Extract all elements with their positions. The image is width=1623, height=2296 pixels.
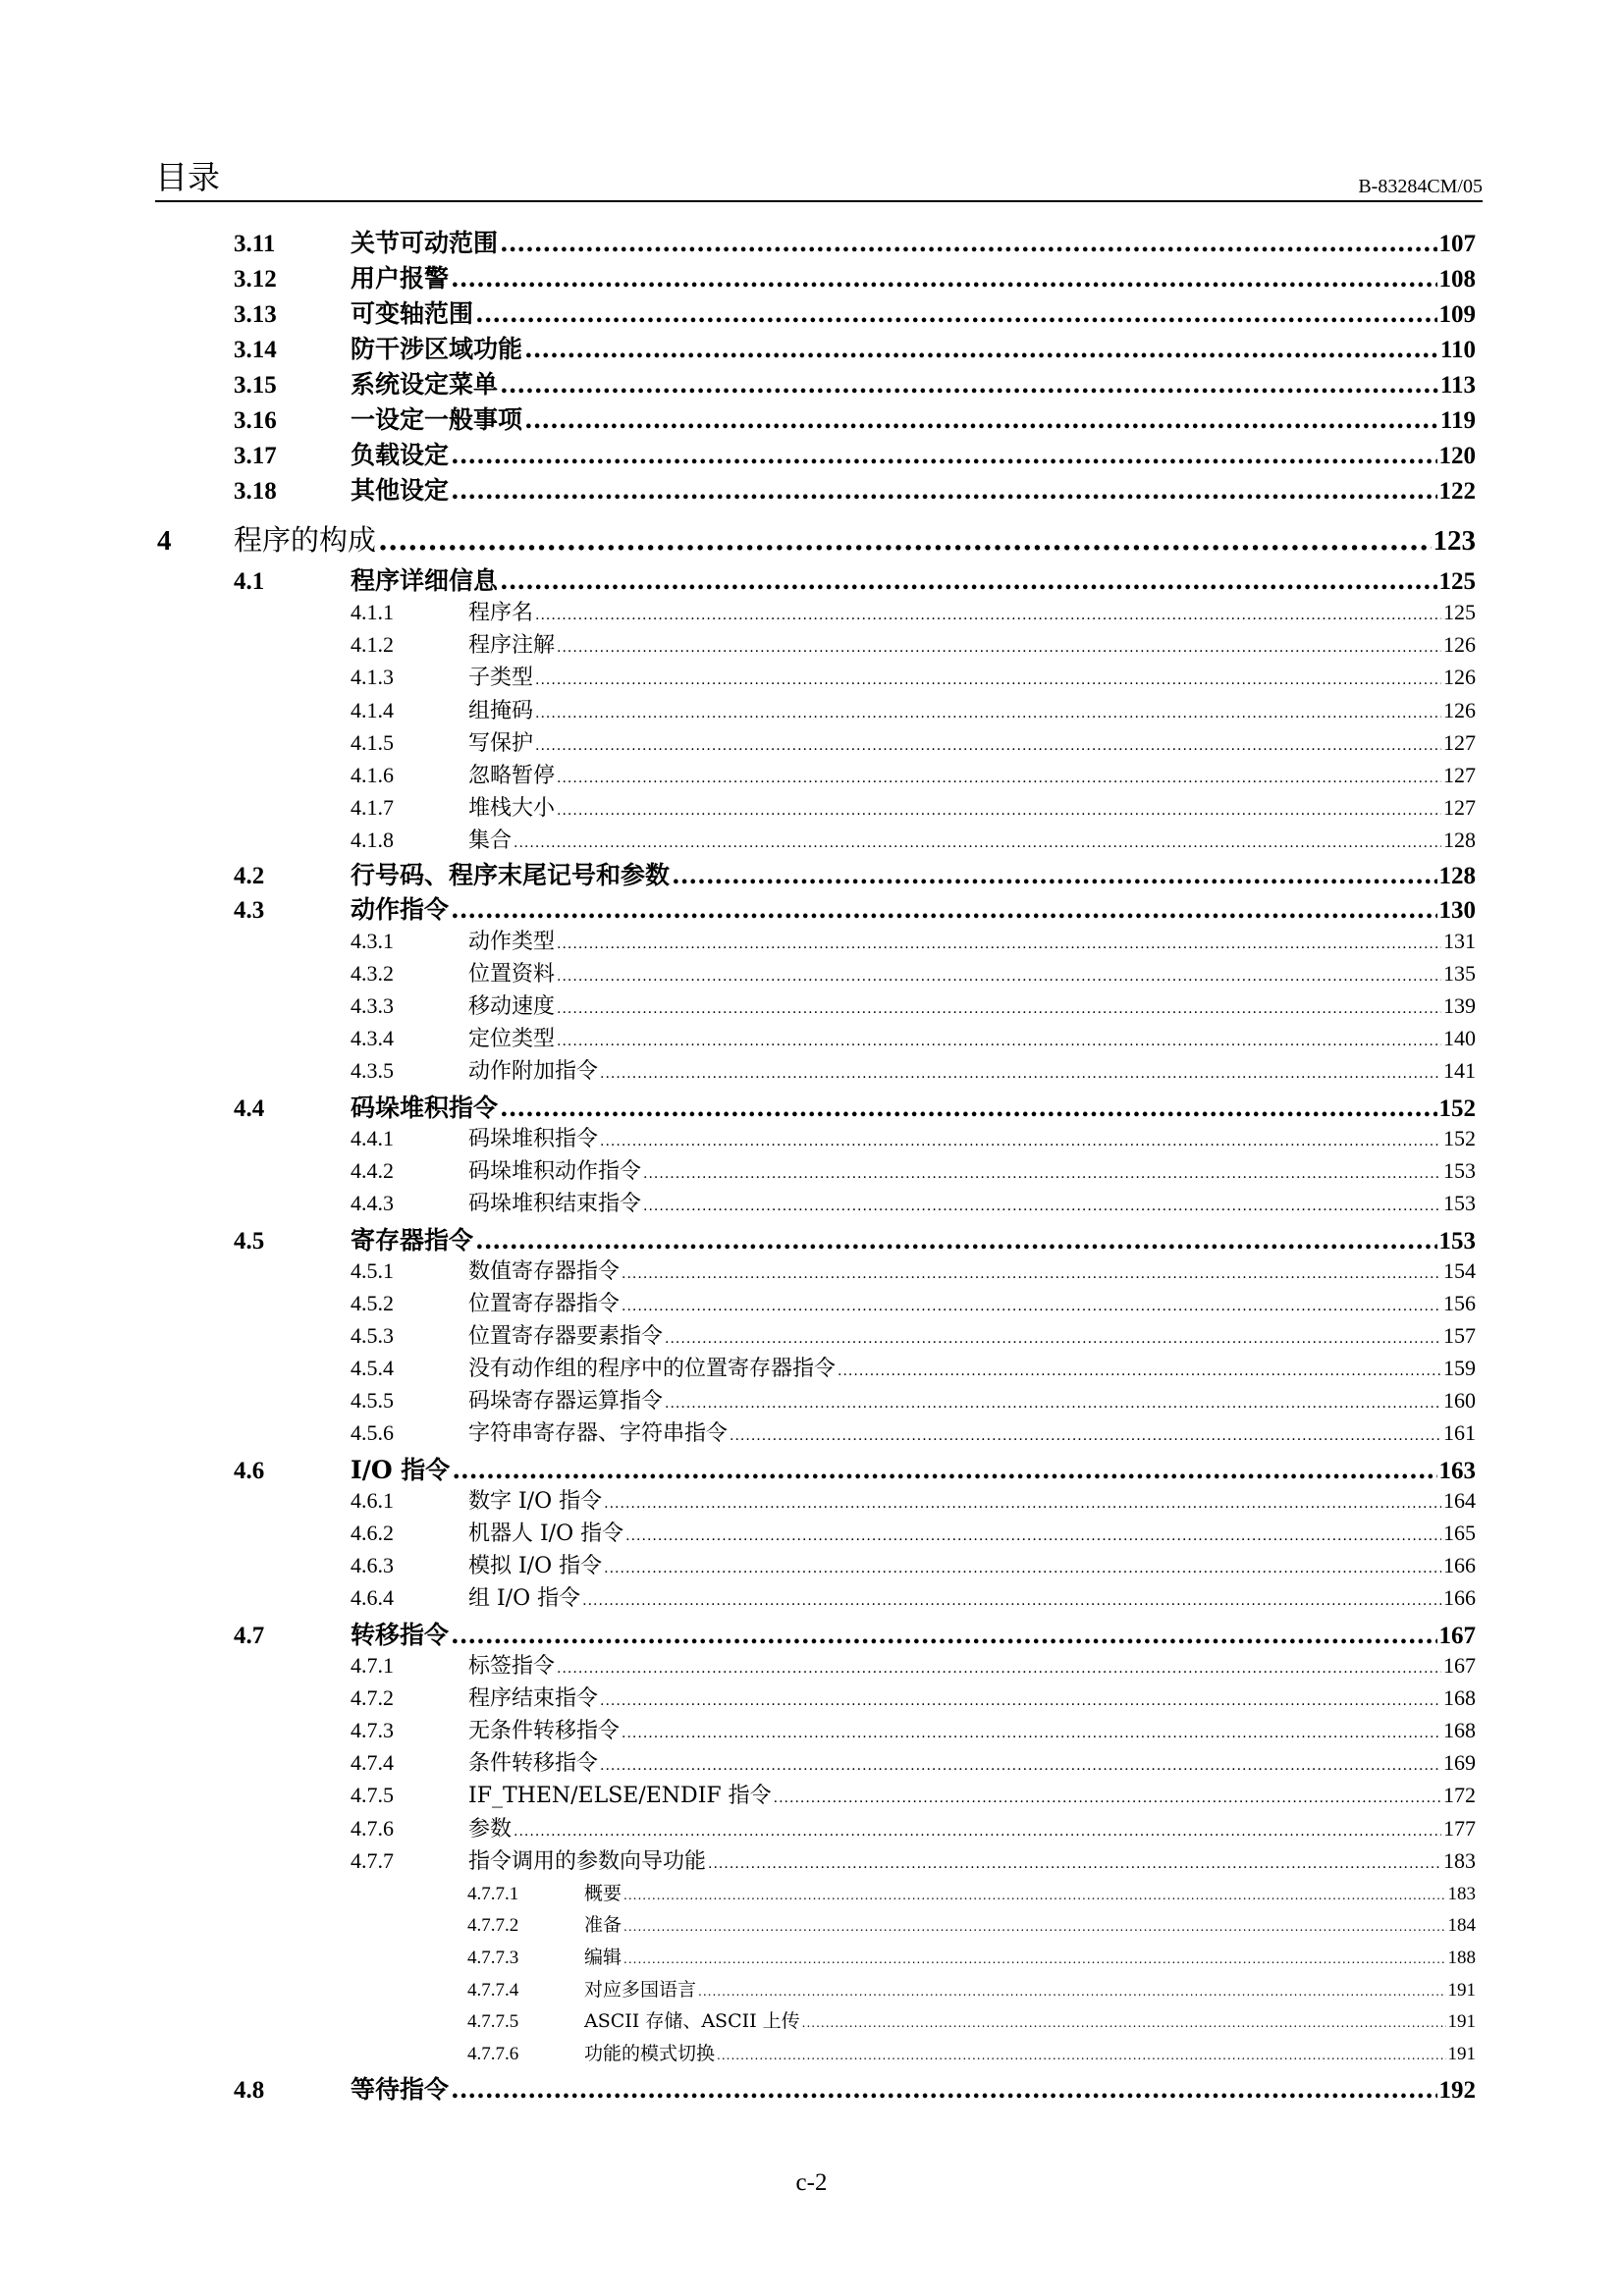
toc-entry-number: 4.1.5 <box>351 730 394 755</box>
toc-entry-page: 127 <box>1443 763 1476 787</box>
toc-dot-leader <box>717 2049 1445 2062</box>
toc-entry-section[interactable] <box>234 400 1476 436</box>
toc-entry-title: ASCII 存储、ASCII 上传 <box>584 2010 800 2032</box>
toc-entry-section[interactable] <box>234 1221 1476 1256</box>
toc-entry-page: 127 <box>1443 795 1476 820</box>
toc-dot-leader <box>665 1331 1441 1347</box>
toc-entry-title: 机器人 I/O 指令 <box>468 1522 624 1546</box>
toc-entry-number: 4.3.1 <box>351 929 394 953</box>
toc-dot-leader <box>524 405 1438 434</box>
toc-entry-page: 161 <box>1443 1420 1476 1445</box>
toc-entry-title: 无条件转移指令 <box>468 1719 621 1743</box>
toc-entry-title: 写保护 <box>468 731 534 756</box>
toc-entry-page: 153 <box>1443 1191 1476 1215</box>
toc-entry-sub[interactable] <box>351 1682 1476 1712</box>
toc-entry-sub[interactable] <box>351 1581 1476 1612</box>
toc-entry-number: 4.4.1 <box>351 1126 394 1150</box>
toc-dot-leader <box>500 370 1438 399</box>
toc-entry-title: 定位类型 <box>468 1027 556 1051</box>
toc-entry-number: 4.6.3 <box>351 1553 394 1577</box>
toc-entry-title: 移动速度 <box>468 994 556 1019</box>
toc-dot-leader <box>514 1824 1441 1840</box>
toc-entry-title: 准备 <box>584 1914 622 1936</box>
toc-entry-sub[interactable] <box>351 1122 1476 1152</box>
toc-entry-title: 组掩码 <box>468 699 534 723</box>
toc-dot-leader <box>557 640 1441 656</box>
toc-entry-number: 4.7.7.2 <box>467 1915 519 1936</box>
toc-dot-leader <box>708 1856 1441 1872</box>
toc-entry-page: 152 <box>1438 1095 1476 1122</box>
toc-entry-title: 动作附加指令 <box>468 1059 599 1084</box>
toc-entry-number: 4.3.4 <box>351 1026 394 1050</box>
toc-dot-leader <box>802 2016 1446 2030</box>
toc-entry-page: 183 <box>1447 1884 1476 1904</box>
toc-entry-page: 167 <box>1438 1623 1476 1649</box>
toc-entry-title: 码垛堆积指令 <box>351 1094 499 1122</box>
toc-entry-sub[interactable] <box>351 1187 1476 1217</box>
toc-entry-page: 167 <box>1443 1653 1476 1678</box>
toc-entry-title: 码垛堆积动作指令 <box>468 1159 642 1184</box>
toc-entry-title: 防干涉区域功能 <box>351 335 523 363</box>
toc-entry-title: 集合 <box>468 828 513 853</box>
toc-entry-number: 4.5.3 <box>351 1323 394 1348</box>
toc-entry-section[interactable] <box>234 1451 1476 1486</box>
toc-entry-section[interactable] <box>234 2070 1476 2106</box>
toc-entry-page: 140 <box>1443 1026 1476 1050</box>
toc-dot-leader <box>774 1790 1441 1806</box>
toc-entry-number: 4.3.3 <box>351 993 394 1018</box>
toc-dot-leader <box>451 895 1436 924</box>
toc-dot-leader <box>622 1299 1441 1314</box>
toc-dot-leader <box>557 1661 1441 1677</box>
toc-entry-number: 4.5.6 <box>351 1420 394 1445</box>
toc-entry-title: 程序结束指令 <box>468 1686 599 1711</box>
toc-entry-subsub[interactable] <box>467 2039 1476 2065</box>
toc-entry-number: 4 <box>157 525 172 557</box>
toc-entry-number: 4.1.8 <box>351 828 394 852</box>
page-number: c-2 <box>795 2169 828 2196</box>
toc-dot-leader <box>500 1094 1436 1122</box>
toc-dot-leader <box>557 803 1441 819</box>
toc-entry-title: 码垛寄存器运算指令 <box>468 1389 664 1414</box>
toc-dot-leader <box>524 335 1438 363</box>
toc-entry-page: 135 <box>1443 961 1476 986</box>
toc-entry-number: 4.6.1 <box>351 1488 394 1513</box>
toc-entry-section[interactable] <box>234 436 1476 471</box>
toc-entry-number: 4.7.7.3 <box>467 1948 519 1968</box>
toc-entry-page: 108 <box>1438 266 1476 293</box>
toc-entry-page: 166 <box>1443 1553 1476 1577</box>
toc-entry-number: 4.1.6 <box>351 763 394 787</box>
toc-entry-number: 4.3.2 <box>351 961 394 986</box>
toc-entry-page: 169 <box>1443 1750 1476 1775</box>
toc-entry-page: 127 <box>1443 730 1476 755</box>
toc-entry-section[interactable] <box>234 1089 1476 1124</box>
toc-entry-number: 4.7.4 <box>351 1750 394 1775</box>
toc-entry-number: 3.14 <box>234 337 277 363</box>
toc-dot-leader <box>665 1396 1441 1412</box>
toc-entry-title: 程序名 <box>468 601 534 625</box>
toc-entry-section[interactable] <box>234 1616 1476 1651</box>
toc-entry-number: 4.4.3 <box>351 1191 394 1215</box>
toc-entry-page: 183 <box>1443 1848 1476 1873</box>
toc-entry-page: 163 <box>1438 1458 1476 1484</box>
toc-dot-leader <box>600 1134 1441 1149</box>
toc-dot-leader <box>622 1726 1441 1741</box>
toc-dot-leader <box>535 706 1441 721</box>
toc-entry-title: 一设定一般事项 <box>351 405 523 434</box>
toc-dot-leader <box>643 1199 1441 1214</box>
toc-dot-leader <box>557 1001 1441 1017</box>
toc-entry-title: 指令调用的参数向导功能 <box>468 1849 707 1874</box>
toc-entry-page: 126 <box>1443 632 1476 657</box>
toc-dot-leader <box>535 672 1441 688</box>
toc-entry-page: 191 <box>1447 2044 1476 2064</box>
toc-entry-title: 等待指令 <box>351 2075 450 2104</box>
toc-entry-number: 4.1.4 <box>351 698 394 722</box>
toc-entry-number: 3.12 <box>234 266 277 293</box>
toc-entry-sub[interactable] <box>351 1714 1476 1744</box>
toc-entry-subsub[interactable] <box>467 1879 1476 1905</box>
toc-dot-leader <box>623 1920 1445 1934</box>
toc-entry-sub[interactable] <box>351 1549 1476 1579</box>
toc-entry-page: 109 <box>1438 301 1476 328</box>
toc-dot-leader <box>730 1428 1441 1444</box>
toc-entry-number: 4.1.1 <box>351 600 394 624</box>
toc-entry-number: 4.7.7.4 <box>467 1980 519 2001</box>
toc-entry-page: 165 <box>1443 1521 1476 1545</box>
toc-entry-page: 184 <box>1447 1915 1476 1936</box>
toc-entry-page: 191 <box>1447 1980 1476 2001</box>
toc-entry-sub[interactable] <box>351 1054 1476 1085</box>
toc-entry-page: 125 <box>1438 568 1476 595</box>
toc-entry-number: 3.11 <box>234 231 276 257</box>
toc-entry-subsub[interactable] <box>467 1910 1476 1937</box>
toc-dot-leader <box>451 441 1436 469</box>
toc-entry-title: 功能的模式切换 <box>584 2043 716 2064</box>
toc-dot-leader <box>600 1066 1441 1082</box>
toc-entry-sub[interactable] <box>351 1812 1476 1842</box>
toc-entry-number: 4.2 <box>234 863 265 889</box>
toc-dot-leader <box>452 1456 1436 1484</box>
toc-entry-number: 4.7.1 <box>351 1653 394 1678</box>
toc-entry-page: 157 <box>1443 1323 1476 1348</box>
toc-entry-title: 条件转移指令 <box>468 1751 599 1776</box>
toc-entry-title: 组 I/O 指令 <box>468 1586 581 1611</box>
toc-entry-title: 编辑 <box>584 1947 622 1968</box>
toc-dot-leader <box>500 566 1436 595</box>
toc-entry-number: 4.6 <box>234 1458 265 1484</box>
toc-entry-number: 4.5 <box>234 1228 265 1255</box>
toc-entry-title: 没有动作组的程序中的位置寄存器指令 <box>468 1357 837 1381</box>
toc-dot-leader <box>514 835 1441 851</box>
toc-entry-page: 192 <box>1438 2077 1476 2104</box>
toc-entry-sub[interactable] <box>351 989 1476 1020</box>
toc-entry-title: 程序的构成 <box>234 523 377 557</box>
toc-entry-chapter[interactable] <box>157 518 1476 559</box>
toc-entry-page: 130 <box>1438 897 1476 924</box>
toc-entry-sub[interactable] <box>351 759 1476 789</box>
toc-entry-title: 概要 <box>584 1883 622 1904</box>
toc-entry-title: 动作指令 <box>351 895 450 924</box>
toc-entry-title: 程序注解 <box>468 633 556 658</box>
toc-entry-title: 数值寄存器指令 <box>468 1259 621 1284</box>
toc-dot-leader <box>500 229 1436 257</box>
toc-entry-number: 4.6.4 <box>351 1585 394 1610</box>
toc-entry-page: 123 <box>1433 525 1476 557</box>
toc-entry-section[interactable] <box>234 294 1476 330</box>
toc-entry-number: 4.4.2 <box>351 1158 394 1183</box>
toc-entry-page: 141 <box>1443 1058 1476 1083</box>
toc-entry-page: 159 <box>1443 1356 1476 1380</box>
toc-entry-number: 4.3.5 <box>351 1058 394 1083</box>
toc-entry-title: 行号码、程序末尾记号和参数 <box>351 861 671 889</box>
toc-dot-leader <box>451 2075 1436 2104</box>
toc-entry-sub[interactable] <box>351 1287 1476 1317</box>
toc-entry-title: 用户报警 <box>351 264 450 293</box>
toc-entry-number: 4.7 <box>234 1623 265 1649</box>
toc-entry-title: 其他设定 <box>351 476 450 505</box>
toc-dot-leader <box>582 1593 1441 1609</box>
toc-entry-title: 字符串寄存器、字符串指令 <box>468 1421 729 1446</box>
toc-entry-page: 164 <box>1443 1488 1476 1513</box>
toc-entry-section[interactable] <box>234 365 1476 400</box>
toc-entry-sub[interactable] <box>351 1416 1476 1447</box>
toc-entry-section[interactable] <box>234 330 1476 365</box>
toc-entry-number: 4.7.3 <box>351 1718 394 1742</box>
toc-entry-title: 忽略暂停 <box>468 764 556 788</box>
toc-entry-title: 子类型 <box>468 666 534 690</box>
toc-entry-title: 关节可动范围 <box>351 229 499 257</box>
toc-entry-page: 110 <box>1439 337 1476 363</box>
toc-dot-leader <box>535 738 1441 754</box>
toc-entry-number: 3.15 <box>234 372 277 399</box>
toc-entry-title: 负载设定 <box>351 441 450 469</box>
toc-entry-page: 126 <box>1443 698 1476 722</box>
toc-entry-page: 125 <box>1443 600 1476 624</box>
toc-entry-page: 128 <box>1438 863 1476 889</box>
toc-entry-title: 系统设定菜单 <box>351 370 499 399</box>
toc-entry-section[interactable] <box>234 259 1476 294</box>
toc-entry-page: 188 <box>1447 1948 1476 1968</box>
toc-entry-number: 4.5.4 <box>351 1356 394 1380</box>
toc-entry-number: 3.18 <box>234 478 277 505</box>
toc-entry-sub[interactable] <box>351 1022 1476 1052</box>
document-id: B-83284CM/05 <box>1358 176 1483 197</box>
toc-entry-title: 转移指令 <box>351 1621 450 1649</box>
toc-entry-section[interactable] <box>234 471 1476 507</box>
toc-entry-sub[interactable] <box>351 1746 1476 1777</box>
toc-entry-title: IF_THEN/ELSE/ENDIF 指令 <box>468 1784 772 1808</box>
toc-entry-page: 153 <box>1443 1158 1476 1183</box>
toc-entry-page: 153 <box>1438 1228 1476 1255</box>
toc-entry-number: 4.7.7.1 <box>467 1884 519 1904</box>
toc-entry-title: 可变轴范围 <box>351 299 474 328</box>
toc-entry-sub[interactable] <box>351 694 1476 724</box>
toc-entry-sub[interactable] <box>351 1844 1476 1875</box>
toc-entry-page: 168 <box>1443 1685 1476 1710</box>
toc-dot-leader <box>451 476 1436 505</box>
toc-dot-leader <box>623 1889 1445 1902</box>
toc-dot-leader <box>672 861 1436 889</box>
toc-dot-leader <box>557 771 1441 786</box>
toc-entry-sub[interactable] <box>351 1517 1476 1547</box>
toc-entry-title: 数字 I/O 指令 <box>468 1489 603 1514</box>
toc-entry-title: 动作类型 <box>468 930 556 954</box>
toc-entry-page: 128 <box>1443 828 1476 852</box>
toc-entry-number: 4.7.2 <box>351 1685 394 1710</box>
toc-entry-title: 模拟 I/O 指令 <box>468 1554 603 1578</box>
toc-dot-leader <box>557 1034 1441 1049</box>
toc-entry-page: 139 <box>1443 993 1476 1018</box>
toc-dot-leader <box>604 1496 1441 1512</box>
toc-entry-sub[interactable] <box>351 925 1476 955</box>
toc-entry-number: 4.6.2 <box>351 1521 394 1545</box>
toc-entry-page: 152 <box>1443 1126 1476 1150</box>
toc-entry-title: 寄存器指令 <box>351 1226 474 1255</box>
toc-entry-number: 4.7.7.6 <box>467 2044 519 2064</box>
toc-dot-leader <box>451 264 1436 293</box>
toc-dot-leader <box>378 523 1431 557</box>
toc-entry-sub[interactable] <box>351 1255 1476 1285</box>
toc-entry-section[interactable] <box>234 890 1476 926</box>
toc-entry-sub[interactable] <box>351 1484 1476 1515</box>
toc-entry-number: 4.1.7 <box>351 795 394 820</box>
toc-entry-sub[interactable] <box>351 957 1476 988</box>
toc-entry-number: 4.5.5 <box>351 1388 394 1413</box>
toc-dot-leader <box>600 1693 1441 1709</box>
toc-entry-page: 172 <box>1443 1783 1476 1807</box>
toc-entry-number: 4.8 <box>234 2077 265 2104</box>
toc-entry-section[interactable] <box>234 561 1476 597</box>
toc-dot-leader <box>604 1561 1441 1576</box>
toc-dot-leader <box>557 936 1441 952</box>
toc-entry-sub[interactable] <box>351 1384 1476 1415</box>
toc-entry-page: 177 <box>1443 1816 1476 1841</box>
toc-entry-number: 4.1.2 <box>351 632 394 657</box>
toc-entry-page: 191 <box>1447 2011 1476 2032</box>
toc-dot-leader <box>557 969 1441 985</box>
toc-dot-leader <box>600 1758 1441 1774</box>
toc-entry-number: 4.1 <box>234 568 265 595</box>
toc-entry-page: 166 <box>1443 1585 1476 1610</box>
toc-entry-title: 位置寄存器指令 <box>468 1292 621 1316</box>
toc-entry-sub[interactable] <box>351 1352 1476 1382</box>
toc-dot-leader <box>625 1528 1441 1544</box>
toc-dot-leader <box>698 1985 1445 1999</box>
toc-entry-title: 位置资料 <box>468 962 556 987</box>
toc-dot-leader <box>451 1621 1436 1649</box>
toc-entry-subsub[interactable] <box>467 1975 1476 2002</box>
page-header <box>155 157 1483 202</box>
toc-dot-leader <box>623 1952 1445 1966</box>
toc-entry-number: 4.3 <box>234 897 265 924</box>
toc-entry-title: 堆栈大小 <box>468 796 556 821</box>
toc-entry-sub[interactable] <box>351 726 1476 757</box>
toc-entry-page: 120 <box>1438 443 1476 469</box>
toc-entry-page: 168 <box>1443 1718 1476 1742</box>
toc-entry-page: 131 <box>1443 929 1476 953</box>
toc-entry-number: 3.16 <box>234 407 277 434</box>
toc-entry-title: 参数 <box>468 1817 513 1842</box>
toc-entry-number: 3.17 <box>234 443 277 469</box>
toc-entry-sub[interactable] <box>351 628 1476 659</box>
toc-entry-title: 位置寄存器要素指令 <box>468 1324 664 1349</box>
toc-entry-page: 126 <box>1443 665 1476 689</box>
toc-dot-leader <box>475 1226 1436 1255</box>
toc-entry-number: 4.5.1 <box>351 1258 394 1283</box>
header-title: 目录 <box>155 158 220 196</box>
toc-entry-sub[interactable] <box>351 661 1476 691</box>
toc-entry-number: 4.1.3 <box>351 665 394 689</box>
toc-dot-leader <box>475 299 1436 328</box>
toc-dot-leader <box>622 1266 1441 1282</box>
toc-entry-page: 154 <box>1443 1258 1476 1283</box>
toc-entry-title: 码垛堆积指令 <box>468 1127 599 1151</box>
toc-entry-number: 4.7.6 <box>351 1816 394 1841</box>
toc-entry-number: 4.7.7.5 <box>467 2011 519 2032</box>
toc-entry-subsub[interactable] <box>467 1943 1476 1969</box>
toc-entry-page: 156 <box>1443 1291 1476 1315</box>
toc-entry-title: 程序详细信息 <box>351 566 499 595</box>
toc-entry-page: 113 <box>1439 372 1476 399</box>
toc-entry-section[interactable] <box>234 224 1476 259</box>
toc-entry-page: 119 <box>1439 407 1476 434</box>
toc-entry-subsub[interactable] <box>467 2006 1476 2033</box>
toc-entry-section[interactable] <box>234 856 1476 891</box>
toc-entry-number: 4.4 <box>234 1095 265 1122</box>
toc-entry-sub[interactable] <box>351 596 1476 626</box>
toc-entry-sub[interactable] <box>351 1154 1476 1185</box>
toc-entry-sub[interactable] <box>351 1319 1476 1350</box>
toc-dot-leader <box>535 608 1441 623</box>
toc-entry-title: 对应多国语言 <box>584 1979 697 2001</box>
toc-dot-leader <box>838 1363 1441 1379</box>
toc-entry-sub[interactable] <box>351 1779 1476 1809</box>
toc-entry-page: 160 <box>1443 1388 1476 1413</box>
toc-entry-sub[interactable] <box>351 824 1476 854</box>
toc-dot-leader <box>643 1166 1441 1182</box>
toc-entry-number: 4.7.7 <box>351 1848 394 1873</box>
toc-entry-number: 4.5.2 <box>351 1291 394 1315</box>
toc-entry-sub[interactable] <box>351 1649 1476 1680</box>
toc-entry-sub[interactable] <box>351 791 1476 822</box>
toc-entry-title: 标签指令 <box>468 1654 556 1679</box>
toc-entry-title: 码垛堆积结束指令 <box>468 1192 642 1216</box>
toc-entry-number: 3.13 <box>234 301 277 328</box>
toc-entry-page: 107 <box>1438 231 1476 257</box>
toc-entry-number: 4.7.5 <box>351 1783 394 1807</box>
toc-entry-page: 122 <box>1438 478 1476 505</box>
toc-entry-title: I/O 指令 <box>351 1456 451 1484</box>
